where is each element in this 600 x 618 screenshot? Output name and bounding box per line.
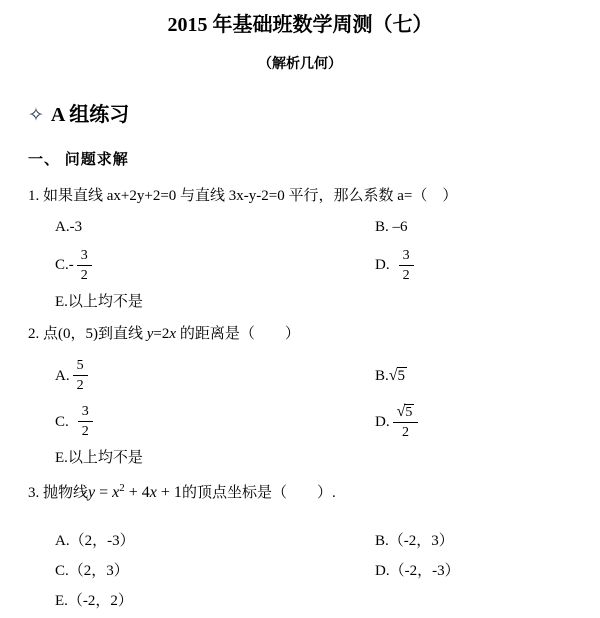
question-1-option-a: A.-3 [55,219,83,235]
option-label: C.- [55,257,74,273]
question-3-stem [28,482,600,504]
question-2-option-c [55,399,375,444]
question-3-option-c: C.（2，3） [55,563,129,579]
math-variable: x [112,484,120,501]
fraction [399,247,414,284]
document-subtitle: （解析几何） [258,57,342,72]
radicand: 5 [405,404,413,420]
fraction-numerator: 3 [80,247,88,263]
radical-sign-icon: √ [396,402,406,420]
fraction [78,403,93,440]
part-one-heading: 一、 问题求解 [28,152,129,168]
fraction-denominator: 2 [393,422,419,441]
question-2-options-cd [55,399,600,444]
question-1-option-e: E.以上均不是 [55,294,143,310]
fraction [77,247,92,284]
radicand: 5 [397,367,406,384]
group-a-heading [28,103,600,128]
fraction-numerator [393,403,419,422]
question-3-option-d: D.（-2，-3） [375,563,460,579]
question-2-stem-text: 2. 点(0，5)到直线 [28,326,147,342]
option-label: C. [55,413,69,430]
option-label: D. [375,257,390,273]
math-variable: x [169,326,177,342]
question-3-options-ab [55,531,600,551]
question-2-stem [28,324,600,344]
question-2-option-a [55,353,375,398]
question-2-option-d [375,399,418,444]
question-3-stem-text: 的顶点坐标是（ ）. [181,485,336,501]
fraction-denominator: 2 [77,265,92,284]
option-label: A. [55,367,70,384]
question-3-stem-text: 3. 抛物线 [28,485,89,501]
fraction-denominator: 2 [78,421,93,440]
fraction-numerator: 5 [76,358,84,373]
fraction [73,357,88,394]
question-2-options-ab [55,353,600,398]
question-3-option-a: A.（2，-3） [55,533,135,549]
option-label: D. [375,413,390,430]
group-a-heading-label: A 组练习 [50,104,130,126]
math-text: + 1 [156,484,182,501]
question-2-stem-text: 的距离是（ ） [176,326,300,342]
question-3-options-cd [55,561,600,581]
fraction-denominator: 2 [73,375,88,394]
question-1-options-ab [55,217,600,237]
math-text: =2 [153,326,170,342]
question-3-option-b: B.（-2，3） [375,533,454,549]
fraction-denominator: 2 [399,265,414,284]
question-1-option-b: B. –6 [375,219,408,235]
document-title: 2015 年基础班数学周测（七） [167,14,433,36]
fraction-numerator: 3 [402,247,410,263]
square-root [396,402,415,420]
question-1-option-c [55,244,375,286]
math-variable: y [88,484,96,501]
question-1-option-d [375,244,414,286]
question-1-stem: 1. 如果直线 ax+2y+2=0 与直线 3x-y-2=0 平行，那么系数 a=（ ） [28,188,458,204]
question-3-option-e: E.（-2，2） [55,593,133,609]
question-1-options-cd [55,244,600,286]
question-2-option-e: E.以上均不是 [55,450,143,466]
diamond-star-icon: ✧ [28,105,44,126]
option-label: B. [375,367,389,384]
math-text: + 4 [124,484,150,501]
math-variable: y [146,326,154,342]
question-2-option-b [375,353,407,398]
math-superscript: 2 [119,482,125,494]
square-root [389,366,407,386]
fraction [393,403,419,441]
math-text: = [95,484,113,501]
math-variable: x [149,484,157,501]
radical-sign-icon: √ [388,366,398,384]
fraction-numerator: 3 [81,404,89,419]
